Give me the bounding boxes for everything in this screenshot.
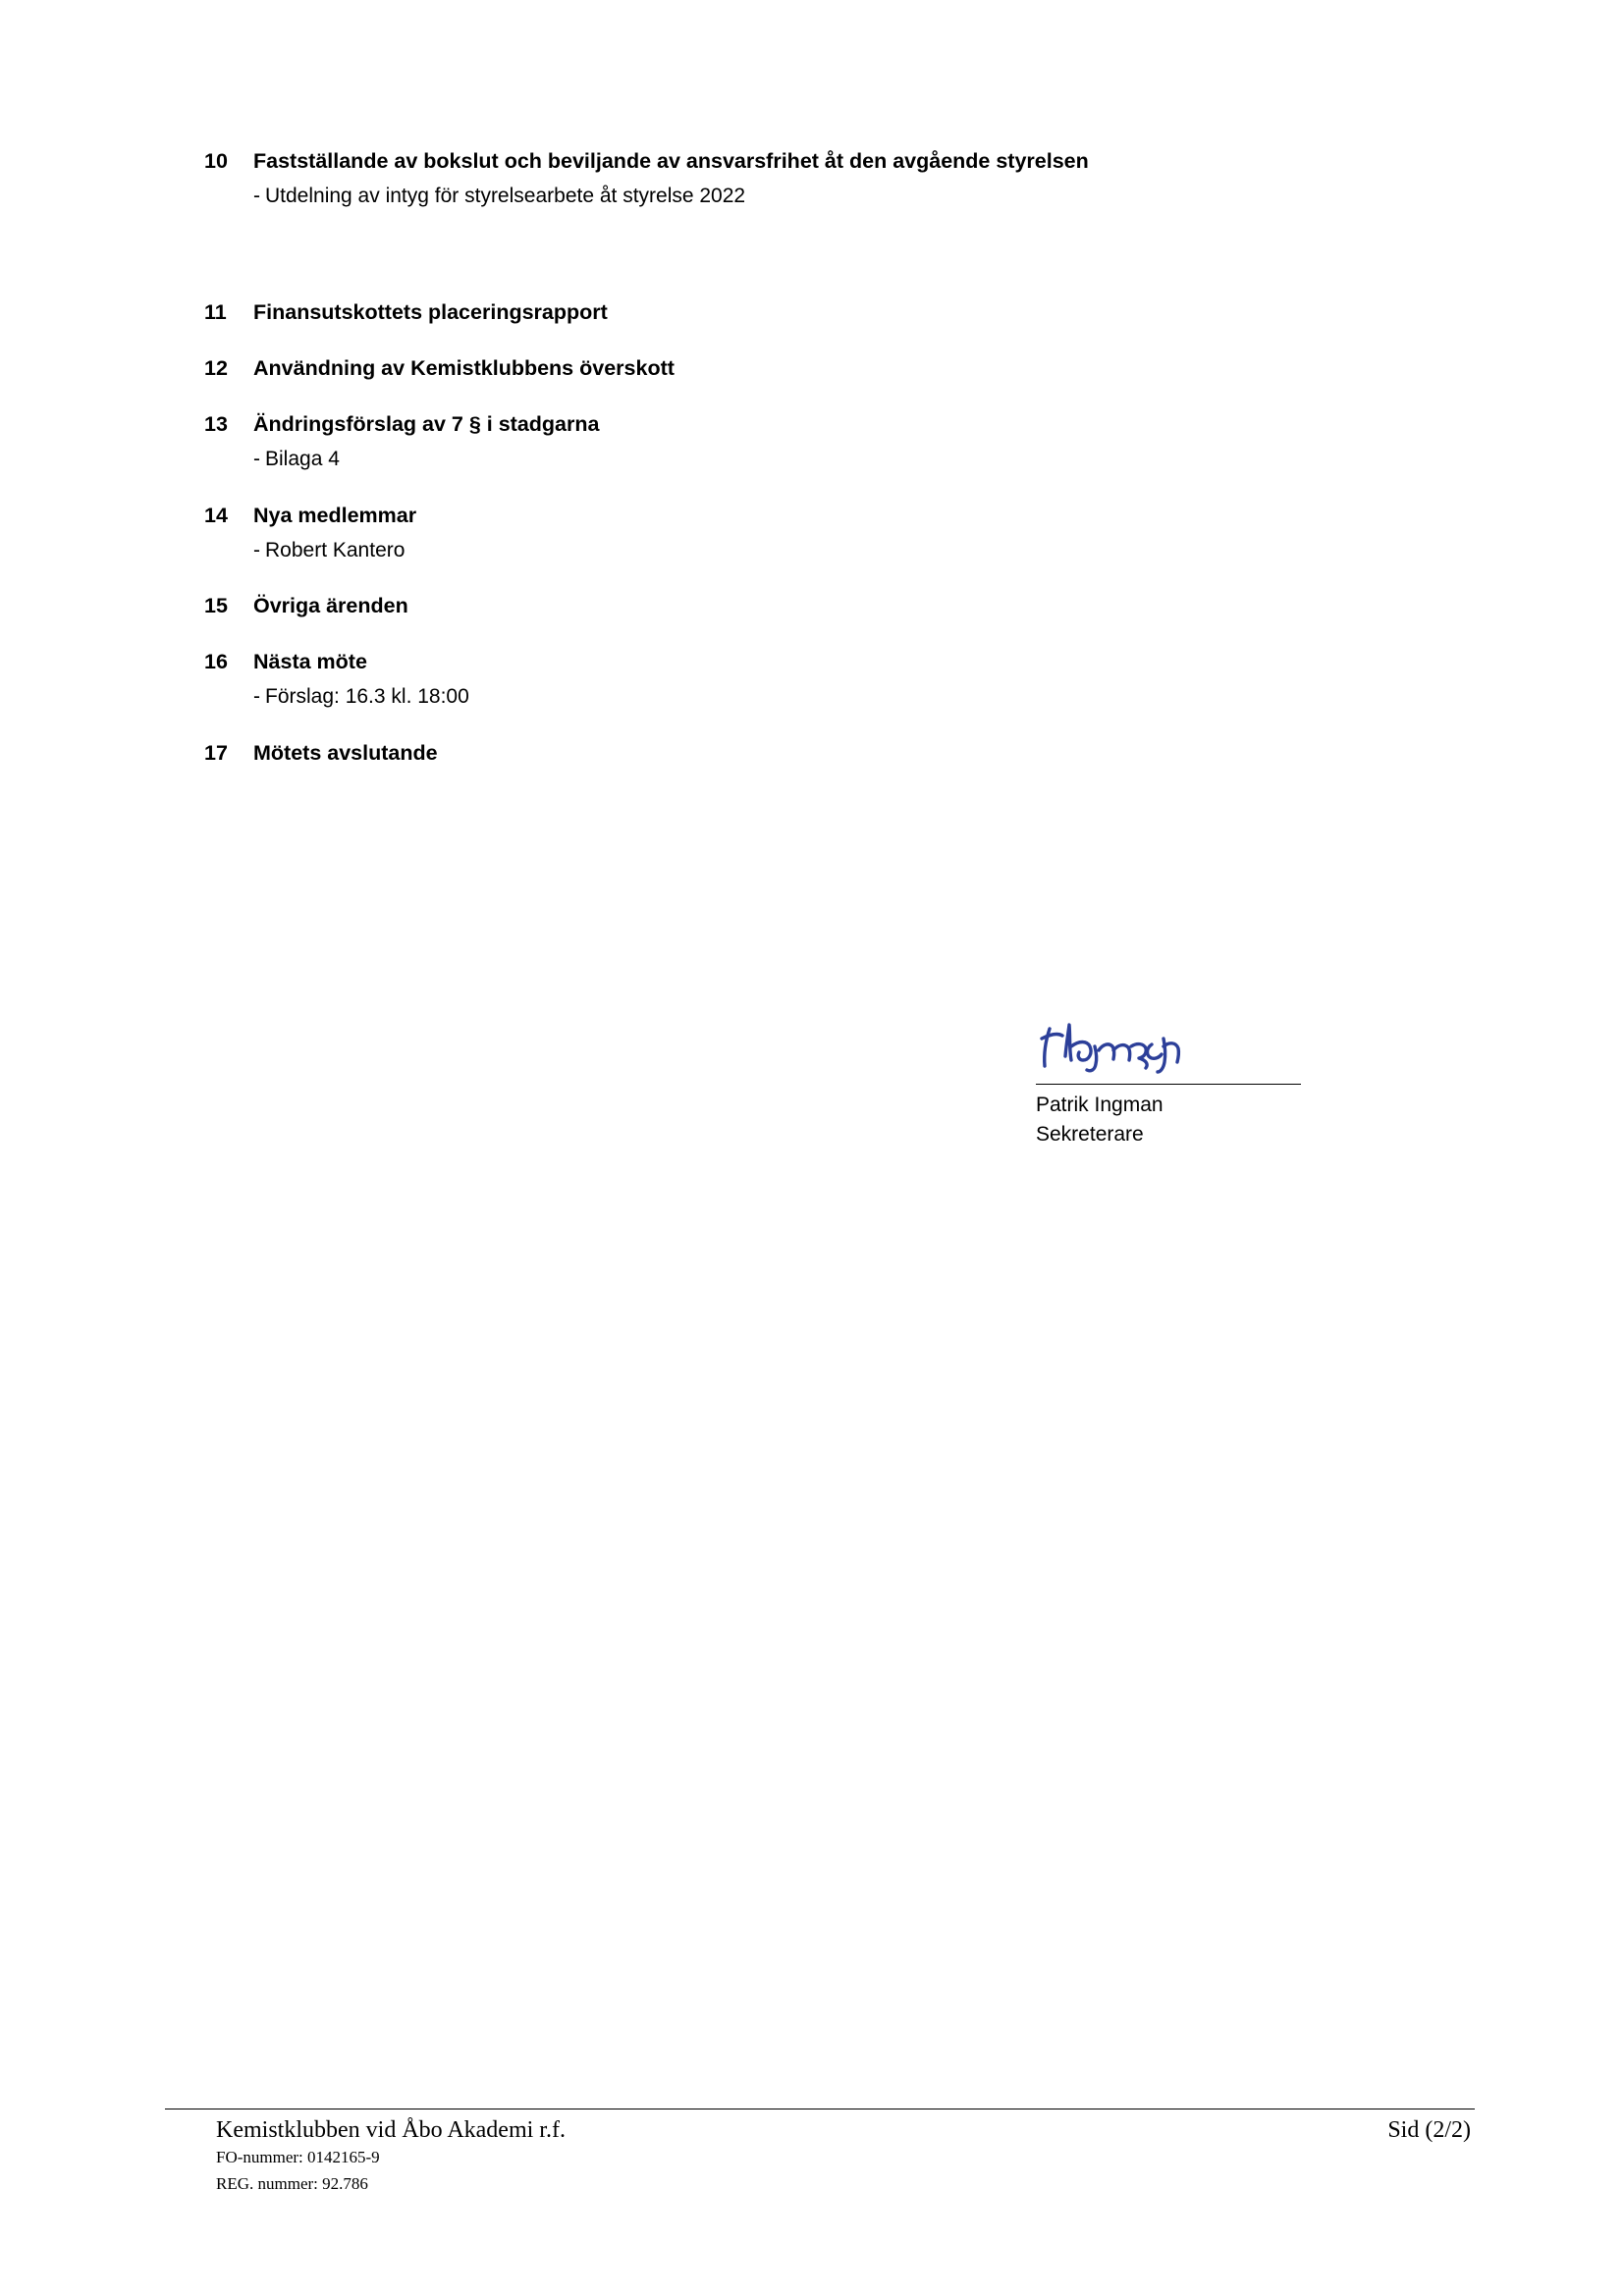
handwritten-signature [1036,1021,1448,1084]
agenda-number: 16 [204,650,228,674]
footer-business-id: FO-nummer: 0142165-9 [216,2148,380,2166]
agenda-item [204,502,1471,564]
agenda-subitem [204,682,1471,711]
agenda-subitem [204,536,1471,564]
agenda-item [204,354,1471,383]
agenda-title: Nästa möte [253,650,367,674]
agenda-title: Finansutskottets placeringsrapport [253,300,608,325]
agenda-heading [204,147,1471,176]
bullet-dash-icon: - [253,538,260,561]
agenda-heading [204,739,1471,768]
agenda-title: Ändringsförslag av 7 § i stadgarna [253,412,600,437]
agenda-subitem-text: Robert Kantero [265,538,406,561]
agenda-heading [204,298,1471,327]
agenda-heading [204,354,1471,383]
bullet-dash-icon: - [253,685,260,709]
agenda-subitem [204,182,1471,210]
footer-registration-number: REG. nummer: 92.786 [216,2173,368,2193]
agenda-subitem-text: Utdelning av intyg för styrelsearbete åt styrelse 2022 [265,185,746,208]
agenda-number: 15 [204,594,228,618]
bullet-dash-icon: - [253,448,260,471]
agenda-number: 11 [204,300,227,325]
agenda-title: Användning av Kemistklubbens överskott [253,356,675,381]
signature-ink-icon [1036,1017,1321,1086]
signatory-role: Sekreterare [1036,1123,1144,1147]
agenda-item [204,739,1471,768]
agenda-subitems [204,445,1471,473]
agenda-title: Nya medlemmar [253,503,417,527]
agenda-item [204,592,1471,620]
agenda-subitems [204,682,1471,711]
agenda-title: Mötets avslutande [253,740,438,765]
footer-main-row [165,2109,1475,2144]
agenda-item [204,147,1471,271]
bullet-dash-icon: - [253,185,260,208]
agenda-title: Fastställande av bokslut och beviljande av ansvarsfrihet åt den avgående styrelsen [253,149,1089,173]
page-footer [165,2109,1475,2196]
section-spacer [204,210,1471,271]
footer-page-number: Sid (2/2) [1387,2117,1471,2143]
agenda-number: 12 [204,356,228,381]
agenda-heading [204,410,1471,439]
signature-block [1036,1021,1448,1150]
agenda-number: 14 [204,503,228,527]
agenda-subitems [204,536,1471,564]
agenda-subitems [204,182,1471,210]
agenda-item [204,298,1471,327]
agenda-subitem [204,445,1471,473]
agenda-heading [204,648,1471,676]
agenda-list [204,147,1471,795]
agenda-heading [204,592,1471,620]
agenda-number: 10 [204,149,228,173]
agenda-subitem-text: Förslag: 16.3 kl. 18:00 [265,685,469,709]
footer-organization: Kemistklubben vid Åbo Akademi r.f. [216,2117,566,2143]
agenda-heading [204,502,1471,530]
agenda-number: 13 [204,412,228,437]
signatory-name: Patrik Ingman [1036,1094,1164,1116]
agenda-item [204,410,1471,473]
agenda-number: 17 [204,740,228,765]
agenda-subitem-text: Bilaga 4 [265,448,340,471]
agenda-item [204,648,1471,711]
agenda-title: Övriga ärenden [253,594,408,618]
